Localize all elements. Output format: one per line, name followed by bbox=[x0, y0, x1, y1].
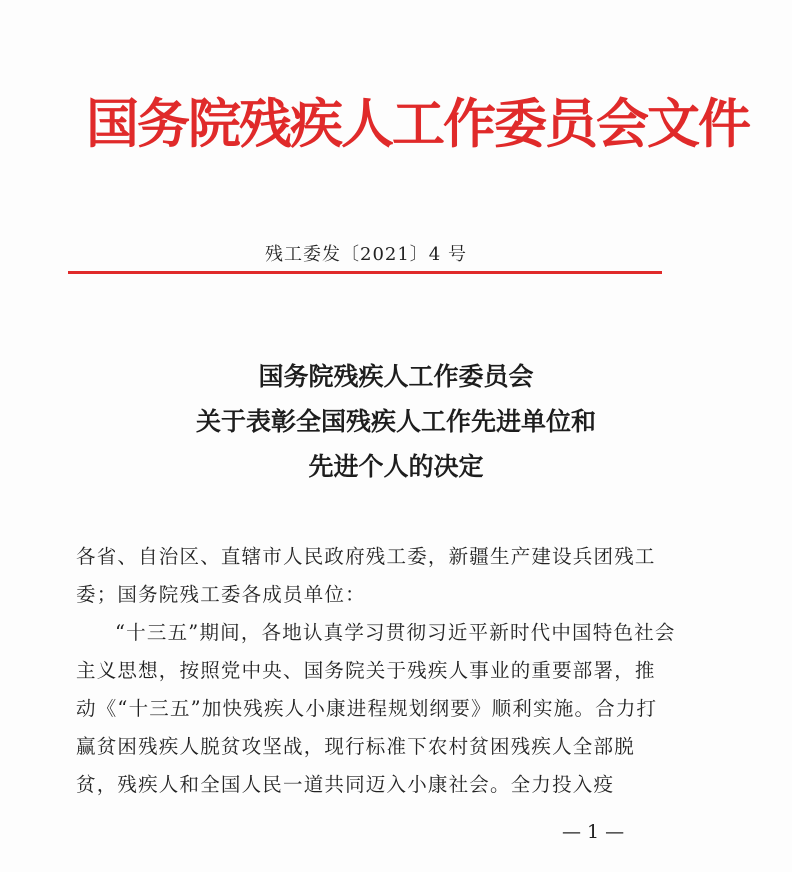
decision-title-line-2: 关于表彰全国残疾人工作先进单位和 bbox=[195, 407, 596, 436]
document-header-title: 国务院残疾人工作委员会文件 bbox=[86, 93, 749, 155]
decision-title-line-1: 国务院残疾人工作委员会 bbox=[258, 362, 534, 391]
decision-title bbox=[0, 354, 792, 489]
red-divider-line bbox=[68, 271, 662, 274]
decision-title-line-3: 先进个人的决定 bbox=[308, 452, 484, 481]
document-body bbox=[76, 538, 676, 804]
body-paragraph-1: “十三五”期间，各地认真学习贯彻习近平新时代中国特色社会主义思想，按照党中央、国务院关于残疾人事业的重要部署，推动《“十三五”加快残疾人小康进程规划纲要》顺利实施。合力打赢贫困残疾人脱贫攻坚战，现行标准下农村贫困残疾人全部脱贫，残疾人和全国人民一道共同迈入小康社会。全力投入疫 bbox=[76, 621, 676, 796]
document-number: 残工委发〔2021〕4 号 bbox=[265, 244, 467, 265]
page-number: — 1 — bbox=[562, 821, 625, 843]
salutation-paragraph: 各省、自治区、直辖市人民政府残工委，新疆生产建设兵团残工委；国务院残工委各成员单位： bbox=[76, 545, 656, 606]
